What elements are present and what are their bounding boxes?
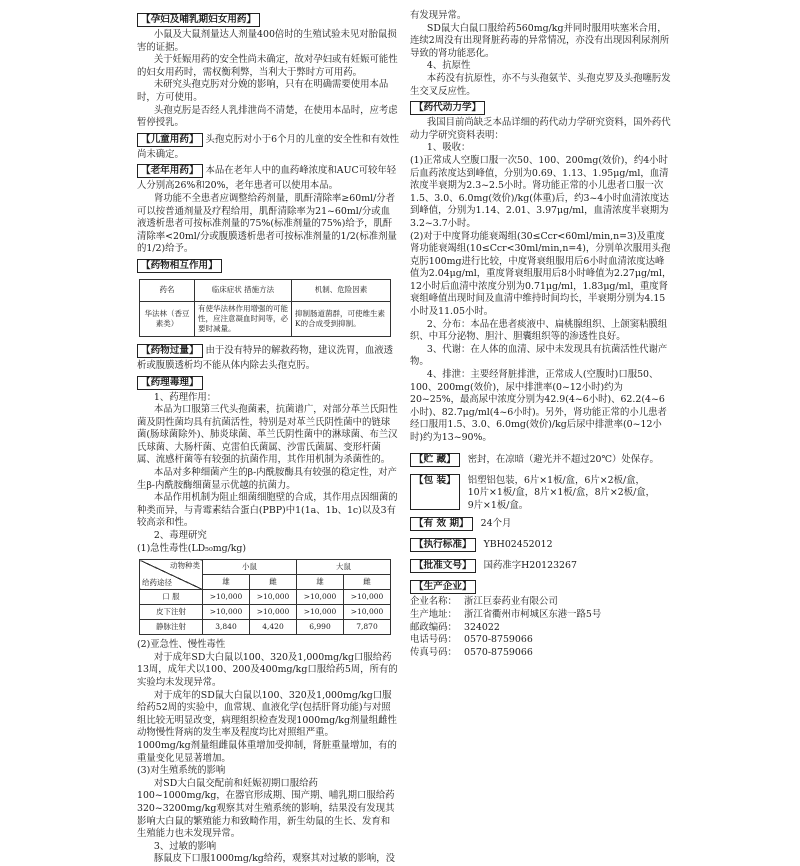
- table-cell: >10,000: [297, 590, 344, 605]
- package-line: 9片×1板/盒。: [467, 499, 529, 511]
- table-header-cell: 临床症状 措施方法: [195, 279, 292, 301]
- paragraph: SD鼠大白鼠口服给药560mg/kg并同时服用呋塞米合用，连续2周没有出现肾脏药毒的异常情况，亦没有出现因利尿剂所导致的肾功能恶化。: [410, 22, 670, 59]
- table-cell: 静脉注射: [140, 620, 203, 635]
- paragraph: 未研究头孢克肟对分娩的影响，只有在明确需要使用本品时，方可使用。: [137, 79, 389, 103]
- field-label: 邮政编码：: [410, 621, 457, 633]
- standard-section: [410, 535, 672, 554]
- table-header-cell: 小鼠: [203, 560, 297, 575]
- subheading: 4、抗原性: [426, 60, 471, 72]
- standard-value: YBH02452012: [483, 539, 553, 551]
- manufacturer-row: [410, 647, 672, 660]
- interaction-table: [139, 279, 391, 337]
- table-row: [140, 279, 391, 301]
- table-cell: >10,000: [250, 605, 297, 620]
- paragraph: 本品作用机制为阻止细菌细胞壁的合成，其作用点因细菌的种类而异，与青霉素结合蛋白(PBP)中1(1a、1b、1c)以及3有较高亲和性。: [137, 492, 398, 529]
- subheading: 2、毒理研究: [153, 530, 207, 542]
- diagonal-header-cell: [140, 560, 203, 590]
- field-label: 传真号码：: [410, 646, 457, 658]
- table-header-cell: 药名: [140, 279, 195, 301]
- elderly-section: [137, 161, 399, 256]
- subheading: 1、吸收：: [426, 142, 471, 154]
- table-cell: >10,000: [344, 590, 391, 605]
- storage-value: 密封，在凉暗（避光并不超过20℃）处保存。: [467, 453, 659, 465]
- table-cell: 6,990: [297, 620, 344, 635]
- table-header-cell: 雌: [250, 575, 297, 590]
- field-value: 324022: [464, 621, 500, 633]
- paragraph: 对于成年的SD鼠大白鼠以100、320及1,000mg/kg口服给药52周的实验中，血常规、血液化学(包括肝肾功能)与对照组比较无明显改变，病理组织检查发现1000mg/kg剂量组雌性动物慢性肾病的发生率及程度均比对照组严重。: [137, 689, 397, 739]
- table-cell: >10,000: [203, 590, 250, 605]
- table-header-cell: 雌: [344, 575, 391, 590]
- section-header-storage: 【贮 藏】: [410, 453, 460, 467]
- table-cell: >10,000: [203, 605, 250, 620]
- paragraph: 肾功能不全患者应调整给药剂量，肌酐清除率≥60ml/分者可以按普通剂量及疗程给用，肌酐清除率为21~60ml/分或血液透析患者可按标准剂量的75%(标准剂量的75%)给予，肌酐清除率<20ml/分或腹膜透析患者可按标准剂量的1/2(标准剂量的1/2)给予。: [137, 192, 397, 255]
- section-header-elderly: 【老年用药】: [137, 164, 203, 178]
- section-header-pregnancy: 【孕妇及哺乳期妇女用药】: [137, 13, 260, 27]
- paragraph: 头孢克肟对小于6个月的儿童的安全性和有效性尚未确定。: [137, 133, 400, 160]
- section-header-interaction: 【药物相互作用】: [137, 259, 222, 273]
- paragraph: 本品在老年人中的血药峰浓度和AUC可较年轻人分别高26%和20%，老年患者可以使用本品。: [137, 165, 397, 192]
- subheading: 3、过敏的影响: [153, 840, 217, 852]
- overdose-section: [137, 341, 399, 373]
- paragraph: 本品对多种细菌产生的β-内酰胺酶具有较强的稳定性，对产生β-内酰胺酶细菌显示优越的抗菌力。: [137, 467, 397, 491]
- paragraph: 3、代谢：在人体的血清、尿中未发现具有抗菌活性代谢产物。: [410, 343, 668, 368]
- table-cell: 口 服: [140, 590, 203, 605]
- section-header-children: 【儿童用药】: [137, 133, 203, 147]
- subheading: 1、药理作用：: [153, 391, 217, 403]
- paragraph: 由于没有特异的解救药物，建议洗胃，血液透析或腹膜透析均不能从体内除去头孢克肟。: [137, 344, 394, 371]
- left-column: [137, 10, 400, 865]
- table-cell: 有使华法林作用增强的可能性，应注意凝血时间等，必要时减量。: [195, 301, 292, 336]
- validity-section: [410, 514, 672, 533]
- table-cell: >10,000: [344, 605, 391, 620]
- interaction-section: [137, 256, 399, 337]
- paragraph: 豚鼠皮下口服1000mg/kg给药，观察其对过敏的影响，没: [153, 853, 395, 865]
- table-header-cell: 机制、危险因素: [292, 279, 391, 301]
- section-header-pk: 【药代动力学】: [410, 101, 485, 115]
- table-row: [140, 301, 391, 336]
- table-header-cell: 雄: [297, 575, 344, 590]
- table-row: [140, 590, 391, 605]
- field-label: 电话号码：: [410, 634, 457, 646]
- diag-bottom-label: 给药途径: [142, 578, 172, 588]
- pharmacology-section: [137, 373, 399, 866]
- approval-value: 国药准字H20123267: [483, 560, 577, 572]
- table-row: [140, 620, 391, 635]
- table-cell: 皮下注射: [140, 605, 203, 620]
- table-header-cell: 雄: [203, 575, 250, 590]
- paragraph: 本品为口服第三代头孢菌素，抗菌谱广，对部分革兰氏阳性菌及阴性菌均具有抗菌活性，特别是对革兰氏阴性菌中的链球菌(肠球菌除外)、肺炎球菌、革兰氏阴性菌中的淋球菌、布兰汉氏球菌、大肠杆菌、克雷伯氏菌属、沙雷氏菌属、变形杆菌属、流感杆菌等有较强的抗菌作用，其作用机制为杀菌性的。: [137, 404, 398, 466]
- field-label: 生产地址：: [410, 608, 457, 620]
- table-cell: 7,870: [344, 620, 391, 635]
- manufacturer-section: [410, 577, 672, 659]
- paragraph: (2)对于中度肾功能衰竭组(30≤Ccr<60ml/min,n=3)及重度肾功能衰竭组(10≤Ccr<30ml/min,n=4)，分别单次服用头孢克肟100mg进行比较，中度肾衰组服用后6小时血清浓度达峰值为2.04μg/ml，重度肾衰组服用后8小时峰值为2.27μg/ml，12小时后血清中浓度分别为0.71μg/ml，1.83μg/ml，重度肾衰组峰值出现时间及血清中维持时间均长，半衰期分别为4.15小时及11.05小时。: [410, 230, 672, 318]
- table-header-cell: 大鼠: [297, 560, 391, 575]
- field-value: 浙江省衢州市柯城区东港一路5号: [464, 608, 602, 620]
- subheading: (3)对生殖系统的影响: [137, 765, 226, 777]
- subheading: (2)亚急性、慢性毒性: [137, 639, 226, 651]
- pk-section: [410, 98, 672, 444]
- paragraph: 1000mg/kg剂量组雌鼠体重增加受抑制，肾脏重量增加，有的重量变化见显著增加。: [137, 739, 397, 764]
- section-header-overdose: 【药物过量】: [137, 344, 203, 358]
- paragraph: 有发现异常。: [410, 10, 467, 21]
- pregnancy-section: [137, 10, 399, 130]
- table-cell: >10,000: [297, 605, 344, 620]
- right-column: [410, 10, 672, 796]
- table-cell: 华法林（香豆素类）: [140, 301, 195, 336]
- field-value: 0570-8759066: [464, 634, 533, 646]
- children-section: [137, 130, 399, 162]
- package-line: 铝塑铝包装，6片×1板/盒，6片×2板/盒，: [467, 474, 645, 486]
- ld50-table: [139, 559, 391, 635]
- manufacturer-row: [410, 622, 672, 635]
- manufacturer-row: [410, 596, 672, 609]
- paragraph: 本药没有抗原性，亦不与头孢氨苄、头孢克罗及头孢噻肟发生交叉反应性。: [410, 72, 671, 97]
- subheading: (1)急性毒性(LD₅₀mg/kg): [137, 542, 247, 554]
- paragraph: 我国目前尚缺乏本品详细的药代动力学研究资料，国外药代动力学研究资料表明：: [410, 117, 671, 141]
- manufacturer-row: [410, 634, 672, 647]
- table-row: [140, 605, 391, 620]
- package-section: [410, 471, 672, 513]
- paragraph: 小鼠及大鼠剂量达人剂量400倍时的生殖试验未见对胎鼠损害的证据。: [137, 29, 397, 53]
- section-header-manufacturer: 【生产企业】: [410, 580, 476, 594]
- field-value: 浙江巨泰药业有限公司: [464, 596, 558, 608]
- section-header-validity: 【有 效 期】: [410, 517, 473, 531]
- field-label: 企业名称：: [410, 596, 457, 608]
- table-cell: 3,840: [203, 620, 250, 635]
- table-cell: 抑制肠道菌群，可使维生素K的合成受到抑制。: [292, 301, 391, 336]
- section-header-pharmacology: 【药理毒理】: [137, 376, 203, 390]
- paragraph: 对SD大白鼠交配前和妊娠初期口服给药100~1000mg/kg，在器官形成期、围产期、哺乳期口服给药320~3200mg/kg观察其对生殖系统的影响，结果没有发现其影响大白鼠的繁殖能力和致畸作用，新生幼鼠的生长、发育和生殖能力也未发现异常。: [137, 777, 395, 840]
- table-cell: 4,420: [250, 620, 297, 635]
- section-header-package: 【包 装】: [410, 474, 460, 511]
- paragraph: (1)正常成人空腹口服一次50、100、200mg(效价)，约4小时后血药浓度达到峰值，分别为0.69、1.13、1.95μg/ml，血清浓度半衰期为2.3~2.5小时。肾功能正常的小儿患者口服一次1.5、3.0、6.0mg(效价)/kg(体重)后，约3~4小时血清浓度达到峰值，分别为1.14、2.01、3.97μg/ml，血清浓度半衰期为3.2~3.7小时。: [410, 154, 669, 229]
- paragraph: 2、分布：本品在患者痰液中、扁桃腺组织、上颌窦粘膜组织、中耳分泌物、胆汁、胆囊组织等的渗透性良好。: [410, 318, 668, 343]
- paragraph: 头孢克肟是否经人乳排泄尚不清楚，在使用本品时，应考虑暂停授乳。: [137, 104, 398, 129]
- section-header-approval: 【批准文号】: [410, 559, 476, 573]
- approval-section: [410, 556, 672, 575]
- paragraph: 4、排泄：主要经肾脏排泄，正常成人(空腹时)口服50、100、200mg(效价)，尿中排泄率(0~12小时)约为20~25%，最高尿中浓度分别为42.9(4~6小时)、62.2(4~6小时)、82.7μg/ml(4~6小时)。另外，肾功能正常的小儿患者经口服用1.5、3.0、6.0mg(效价)/kg后尿中排泄率(0~12小时)约为13~90%。: [410, 369, 667, 443]
- paragraph: 关于妊娠用药的安全性尚未确定，故对孕妇或有妊娠可能性的妇女用药时，需权衡利弊，当利大于弊时方可用药。: [137, 54, 398, 78]
- storage-section: [410, 450, 672, 469]
- table-cell: >10,000: [250, 590, 297, 605]
- paragraph: 对于成年SD大白鼠以100、320及1,000mg/kg口服给药13周，成年犬以100、200及400mg/kg口服给药5周，所有的实验均未发现异常。: [137, 651, 398, 688]
- package-line: 10片×1板/盒，8片×1板/盒，8片×2板/盒，: [467, 487, 656, 499]
- field-value: 0570-8759066: [464, 646, 533, 658]
- table-row: [140, 560, 391, 575]
- section-header-standard: 【执行标准】: [410, 538, 476, 552]
- validity-value: 24个月: [480, 518, 512, 530]
- diag-top-label: 动物种类: [170, 561, 200, 571]
- manufacturer-row: [410, 609, 672, 622]
